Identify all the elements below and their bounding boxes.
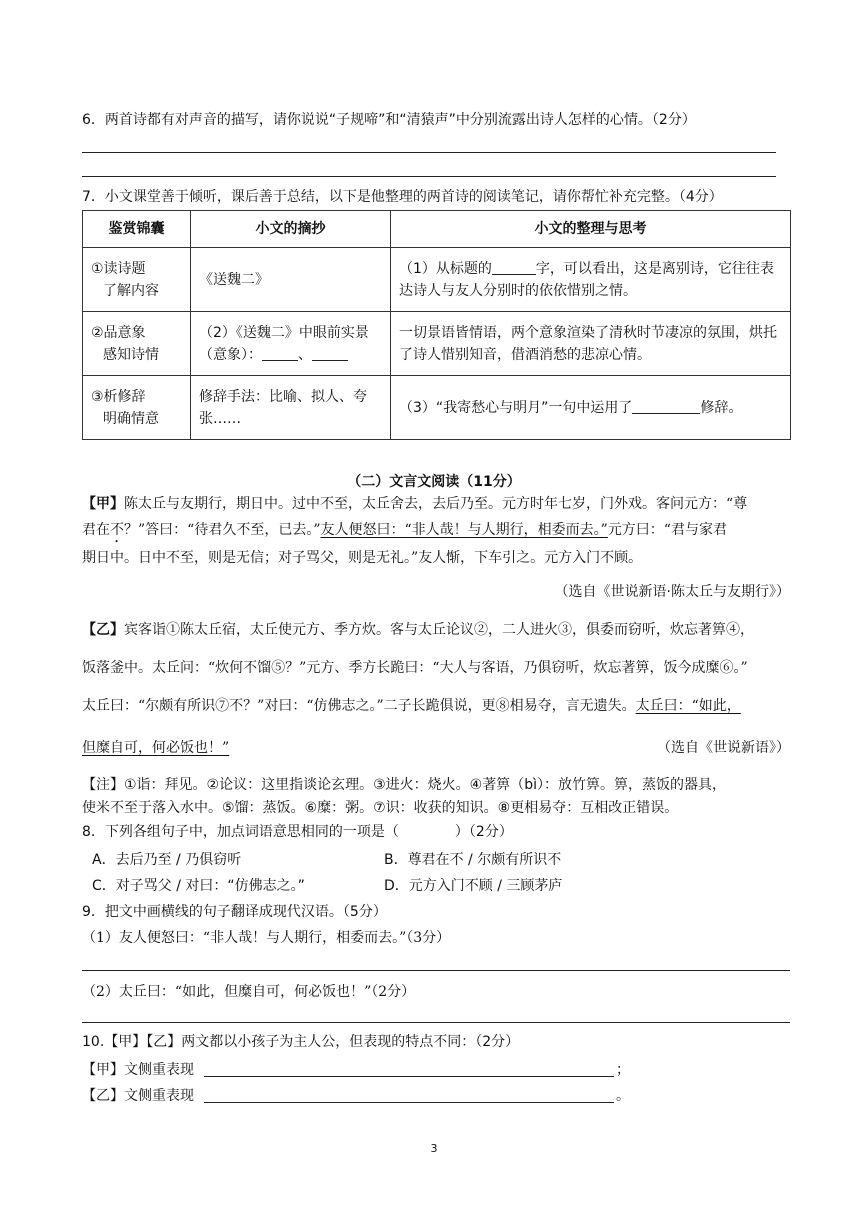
- answer-line[interactable]: [82, 1022, 790, 1023]
- q7-text: 7．小文课堂善于倾听，课后善于总结，以下是他整理的两首诗的阅读笔记，请你帮忙补充完整。（4分）: [82, 189, 723, 205]
- answer-line: [82, 152, 776, 153]
- cell-text: 一切景语皆情语，两个意象渲染了清秋时节凄凉的氛围，烘托了诗人惜别知音，借酒消愁的悲凉心情。: [399, 324, 777, 363]
- table-header: 小文的摘抄: [191, 211, 391, 248]
- passage-label: 【甲】: [82, 496, 124, 512]
- cell-text: 修辞。: [700, 399, 743, 416]
- cell-text: 、: [298, 346, 312, 363]
- passage-text: 陈太丘与友期行，期日中。过中不至，太丘舍去，去后乃至。元方时年七岁，门外戏。客问元方：“尊: [124, 496, 748, 512]
- table-cell: [191, 376, 391, 440]
- q10-text: 10.【甲】【乙】两文都以小孩子为主人公，但表现的特点不同：（2分）: [82, 1034, 520, 1050]
- table-cell: [391, 376, 791, 440]
- answer-prompt: 【乙】文侧重表现: [82, 1088, 194, 1104]
- q8-option-c[interactable]: C．对子骂父 / 对曰：“仿佛志之。”: [92, 878, 305, 894]
- q8-option-b[interactable]: B．尊君在不 / 尔颇有所识不: [384, 852, 562, 868]
- passage-text: 太丘曰：“尔颇有所识⑦不？”对曰：“仿佛志之。”二子长跪俱说，更⑧相易夺，言无遗失。: [82, 698, 636, 714]
- underlined-sentence: 但糜自可，何必饭也！”: [82, 740, 230, 756]
- answer-line: [82, 176, 776, 177]
- answer-prompt: 【甲】文侧重表现: [82, 1062, 194, 1078]
- passage-label: 【乙】: [82, 622, 124, 638]
- yi-line-3: [82, 696, 741, 716]
- note-line-1: 【注】①诣：拜见。②论议：这里指谈论玄理。③进火：烧火。④著箅（bì）：放竹箅。箅，蒸饭的器具，: [82, 777, 726, 793]
- table-row: [83, 376, 791, 440]
- passage-text: 君在: [82, 522, 110, 538]
- cell-text: 修辞手法：比喻、拟人、夸张……: [199, 388, 367, 427]
- fill-blank[interactable]: [492, 260, 536, 275]
- passage-source: （选自《世说新语·陈太丘与友期行》）: [554, 584, 790, 600]
- q8-option-d[interactable]: D．元方入门不顾 / 三顾茅庐: [384, 878, 563, 894]
- yi-line-2: 饭落釜中。太丘问：“炊何不馏⑤？”元方、季方长跪曰：“大人与客语，乃俱窃听，炊忘著箅，饭今成糜⑥。”: [82, 660, 748, 676]
- table-cell: [391, 248, 791, 312]
- yi-line-4: [82, 738, 229, 758]
- page-number: 3: [430, 1142, 438, 1155]
- cell-line: 感知诗情: [103, 346, 159, 363]
- table-cell: [83, 312, 191, 376]
- passage-text: 元方曰：“君与家君: [607, 522, 727, 538]
- emphasis-word: 不: [110, 522, 124, 538]
- q9-sentence-2: （2）太丘曰：“如此，但糜自可，何必饭也！”（2分）: [82, 984, 416, 1000]
- yi-line-1: [82, 620, 754, 640]
- cell-text: 《送魏二》: [199, 271, 269, 288]
- jia-line-2: [82, 520, 727, 546]
- punctuation: ；: [616, 1062, 630, 1078]
- q10-yi-line: [82, 1086, 194, 1106]
- underlined-sentence: 友人便怒曰：“非人哉！与人期行，相委而去。”: [320, 522, 608, 538]
- table-cell: [191, 248, 391, 312]
- cell-line: 明确情意: [103, 410, 159, 427]
- answer-line[interactable]: [204, 1076, 614, 1077]
- underlined-sentence: 太丘曰：“如此，: [635, 698, 741, 714]
- table-cell: [83, 248, 191, 312]
- jia-line-1: [82, 494, 747, 514]
- passage-source: （选自《世说新语》）: [657, 740, 790, 756]
- q9-text: 9．把文中画横线的句子翻译成现代汉语。（5分）: [82, 904, 387, 920]
- table-cell: [83, 376, 191, 440]
- table-cell: [391, 312, 791, 376]
- cell-text: （3）“我寄愁心与明月”一句中运用了: [399, 399, 633, 416]
- table-cell: [191, 312, 391, 376]
- fill-blank[interactable]: [262, 346, 298, 361]
- cell-line: 了解内容: [103, 282, 159, 299]
- section-title: （二）文言文阅读（11分）: [347, 474, 521, 490]
- answer-line[interactable]: [204, 1102, 614, 1103]
- q6-text: 6．两首诗都有对声音的描写，请你说说“子规啼”和“清猿声”中分别流露出诗人怎样的心情。（2分）: [82, 112, 696, 128]
- passage-text: ？”答曰：“待君久不至，已去。”: [124, 522, 321, 538]
- q8-option-a[interactable]: A．去后乃至 / 乃俱窃听: [92, 852, 242, 868]
- table-header: 小文的整理与思考: [391, 211, 791, 248]
- note-line-2: 使米不至于落入水中。⑤馏：蒸饭。⑥糜：粥。⑦识：收获的知识。⑧更相易夺：互相改正错误。: [82, 800, 679, 816]
- cell-line: ①读诗题: [91, 260, 146, 277]
- cell-text: 字，可以看出，这是离别诗，它往往表达诗人与友人分别时的依依惜别之情。: [399, 260, 774, 299]
- jia-line-3: 期日中。日中不至，则是无信；对子骂父，则是无礼。”友人惭，下车引之。元方入门不顾。: [82, 550, 643, 566]
- fill-blank[interactable]: [632, 399, 700, 414]
- cell-text: （1）从标题的: [399, 260, 492, 277]
- cell-text: （2）《送魏二》中眼前实景（意象）：: [199, 324, 369, 363]
- q9-sentence-1: （1）友人便怒曰：“非人哉！与人期行，相委而去。”（3分）: [82, 930, 451, 946]
- table-header-row: [83, 211, 791, 248]
- passage-text: 宾客诣①陈太丘宿，太丘使元方、季方炊。客与太丘论议②，二人进火③，俱委而窃听，炊忘著箅④，: [124, 622, 754, 638]
- table-row: [83, 248, 791, 312]
- table-header: 鉴赏锦囊: [83, 211, 191, 248]
- reading-notes-table: [82, 210, 791, 440]
- fill-blank[interactable]: [312, 346, 348, 361]
- q10-jia-line: [82, 1060, 194, 1080]
- cell-line: ②品意象: [91, 324, 146, 341]
- cell-line: ③析修辞: [91, 388, 146, 405]
- answer-line[interactable]: [82, 970, 790, 971]
- q8-text: 8．下列各组句子中，加点词语意思相同的一项是（ ）（2分）: [82, 824, 513, 840]
- table-row: [83, 312, 791, 376]
- punctuation: 。: [616, 1088, 630, 1104]
